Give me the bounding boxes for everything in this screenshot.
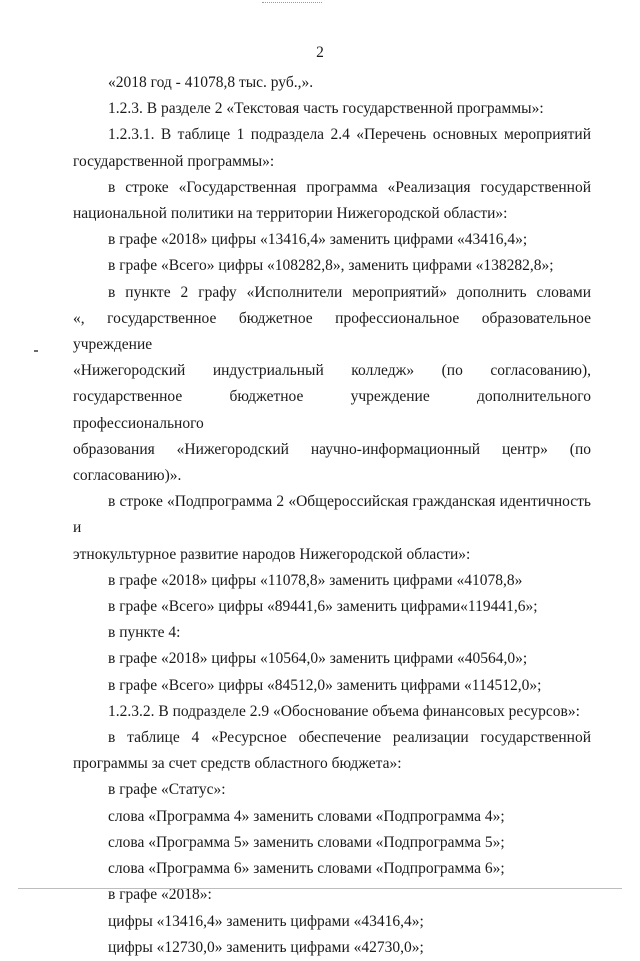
text-line: в таблице 4 «Ресурсное обеспечение реализации государственной [108, 729, 591, 747]
page-number: 2 [316, 44, 324, 61]
text-line: 1.2.3.1. В таблице 1 подраздела 2.4 «Перечень основных мероприятий [108, 126, 591, 144]
text-line: в графе «2018» цифры «11078,8» заменить цифрами «41078,8» [108, 571, 523, 589]
text-line: «Нижегородский индустриальный колледж» (по согласованию), [73, 362, 591, 380]
text-line: 1.2.3. В разделе 2 «Текстовая часть государственной программы»: [108, 100, 544, 118]
text-line: государственное бюджетное учреждение дополнительного профессионального [73, 388, 591, 432]
text-line: в графе «2018» цифры «13416,4» заменить цифрами «43416,4»; [108, 231, 528, 249]
document-body [73, 70, 591, 961]
text-line: в пункте 4: [108, 624, 181, 642]
text-line: 1.2.3.2. В подразделе 2.9 «Обоснование объема финансовых ресурсов»: [108, 702, 580, 720]
text-line: цифры «13416,4» заменить цифрами «43416,4»; [108, 912, 424, 930]
text-line: в графе «Всего» цифры «108282,8», заменить цифрами «138282,8»; [108, 257, 554, 275]
text-line: национальной политики на территории Нижегородской области»: [73, 205, 508, 223]
text-line: слова «Программа 5» заменить словами «Подпрограмма 5»; [108, 833, 505, 851]
text-line: согласованию)». [73, 467, 182, 485]
text-line: цифры «12730,0» заменить цифрами «42730,0»; [108, 938, 424, 956]
text-line: «, государственное бюджетное профессиональное образовательное учреждение [73, 309, 591, 354]
text-line: образования «Нижегородский научно-информационный центр» (по [73, 440, 591, 458]
text-line: в графе «Всего» цифры «89441,6» заменить цифрами«119441,6»; [108, 598, 538, 616]
text-line: государственной программы»: [73, 152, 275, 170]
text-line: в графе «Статус»: [108, 781, 226, 799]
text-line: этнокультурное развитие народов Нижегородской области»: [73, 545, 471, 563]
text-line: «2018 год - 41078,8 тыс. руб.,». [108, 74, 314, 91]
scan-artifact-margin [34, 350, 38, 352]
scan-artifact-top [262, 2, 322, 4]
text-line: в строке «Подпрограмма 2 «Общероссийская гражданская идентичность и [73, 493, 591, 537]
text-line: в графе «2018» цифры «10564,0» заменить цифрами «40564,0»; [108, 650, 528, 668]
text-line: в строке «Государственная программа «Реализация государственной [108, 178, 591, 196]
text-line: в графе «Всего» цифры «84512,0» заменить цифрами «114512,0»; [108, 676, 542, 694]
text-line: слова «Программа 4» заменить словами «Подпрограмма 4»; [108, 807, 505, 825]
text-line: в пункте 2 графу «Исполнители мероприятий» дополнить словами [108, 283, 591, 301]
text-line: в графе «2018»: [108, 886, 212, 904]
scan-bottom-border [18, 888, 622, 889]
text-line: программы за счет средств областного бюджета»: [73, 755, 402, 773]
text-line: слова «Программа 6» заменить словами «Подпрограмма 6»; [108, 860, 505, 878]
